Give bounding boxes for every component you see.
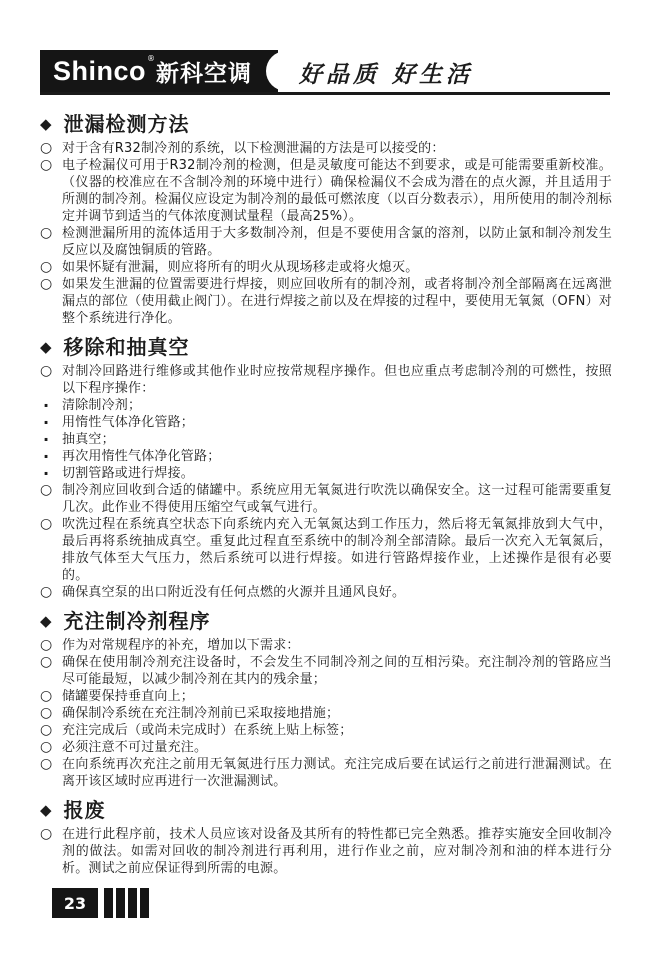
section-title-text: 报废 bbox=[63, 798, 106, 822]
section-title bbox=[40, 112, 612, 136]
section-title bbox=[40, 609, 612, 633]
list-item-text: 如果发生泄漏的位置需要进行焊接，则应回收所有的制冷剂，或者将制冷剂全部隔离在远离泄漏点的部位（使用截止阀门）。在进行焊接之前以及在焊接的过程中，要使用无氧氮（OFN）对整个系统进行净化。 bbox=[62, 277, 612, 326]
circle-bullet-icon: ○ bbox=[40, 756, 53, 772]
circle-bullet-icon: ○ bbox=[40, 739, 53, 755]
list-item-text: 如果怀疑有泄漏，则应将所有的明火从现场移走或将火熄灭。 bbox=[62, 260, 419, 275]
list-item-text: 吹洗过程在系统真空状态下向系统内充入无氧氮达到工作压力，然后将无氧氮排放到大气中，最后再将系统抽成真空。重复此过程直至系统中的制冷剂全部清除。最后一次充入无氧氮后，排放气体至大气压力，然后系统可以进行焊接。如进行管路焊接作业，上述操作是很有必要的。 bbox=[62, 517, 612, 583]
list-item-text: 检测泄漏所用的流体适用于大多数制冷剂，但是不要使用含氯的溶剂，以防止氯和制冷剂发生反应以及腐蚀铜质的管路。 bbox=[62, 226, 612, 258]
brand-logo-bar bbox=[40, 50, 278, 92]
list-item bbox=[40, 397, 612, 414]
list-item-text: 在进行此程序前，技术人员应该对设备及其所有的特性都已完全熟悉。推荐实施安全回收制冷剂的做法。如需对回收的制冷剂进行再利用，进行作业之前，应对制冷剂和油的样本进行分析。测试之前应保证得到所需的电源。 bbox=[62, 827, 612, 876]
list-item-text: 再次用惰性气体净化管路； bbox=[62, 449, 221, 464]
brand-logo-cn-text: 新科空调 bbox=[156, 60, 253, 87]
document-body bbox=[40, 104, 612, 877]
list-item bbox=[40, 414, 612, 431]
list-item-text: 用惰性气体净化管路； bbox=[62, 415, 195, 430]
section-title-text: 充注制冷剂程序 bbox=[63, 609, 211, 633]
circle-bullet-icon: ○ bbox=[40, 482, 53, 498]
list-item-text: 必须注意不可过量充注。 bbox=[62, 740, 208, 755]
list-item-text: 确保在使用制冷剂充注设备时，不会发生不同制冷剂之间的互相污染。充注制冷剂的管路应当尽可能最短，以减少制冷剂在其内的残余量； bbox=[62, 655, 612, 687]
dot-bullet-icon: · bbox=[43, 447, 50, 466]
circle-bullet-icon: ○ bbox=[40, 157, 53, 173]
header-divider bbox=[40, 92, 610, 95]
list-item-text: 确保真空泵的出口附近没有任何点燃的火源并且通风良好。 bbox=[62, 585, 406, 600]
diamond-bullet-icon: ◆ bbox=[40, 801, 52, 819]
circle-bullet-icon: ○ bbox=[40, 688, 53, 704]
circle-bullet-icon: ○ bbox=[40, 637, 53, 653]
list-item bbox=[40, 140, 612, 157]
list-item-text: 电子检漏仪可用于R32制冷剂的检测，但是灵敏度可能达不到要求，或是可能需要重新校准。（仪器的校准应在不含制冷剂的环境中进行）确保检漏仪不会成为潜在的点火源，并且适用于所测的制冷剂。检漏仪应设定为制冷剂的最低可燃浓度（以百分数表示），用所使用的制冷剂标定并调节到适当的气体浓度测试量程（最高25%）。 bbox=[62, 158, 612, 224]
footer-bar-decoration bbox=[116, 888, 125, 918]
circle-bullet-icon: ○ bbox=[40, 654, 53, 670]
diamond-bullet-icon: ◆ bbox=[40, 338, 52, 356]
list-item bbox=[40, 276, 612, 327]
footer-bar-decoration bbox=[128, 888, 137, 918]
list-item bbox=[40, 688, 612, 705]
list-item-text: 确保制冷系统在充注制冷剂前已采取接地措施； bbox=[62, 706, 340, 721]
list-item bbox=[40, 516, 612, 584]
list-item bbox=[40, 739, 612, 756]
dot-bullet-icon: · bbox=[43, 464, 50, 483]
section-removal-evacuation bbox=[40, 335, 612, 601]
list-item bbox=[40, 826, 612, 877]
list-item-text: 抽真空； bbox=[62, 432, 115, 447]
list-item bbox=[40, 448, 612, 465]
diamond-bullet-icon: ◆ bbox=[40, 115, 52, 133]
circle-bullet-icon: ○ bbox=[40, 225, 53, 241]
list-item bbox=[40, 225, 612, 259]
list-item bbox=[40, 431, 612, 448]
footer-bar-decoration bbox=[104, 888, 113, 918]
circle-bullet-icon: ○ bbox=[40, 826, 53, 842]
section-leak-detection bbox=[40, 112, 612, 327]
section-title-text: 移除和抽真空 bbox=[63, 335, 190, 359]
list-item-text: 在向系统再次充注之前用无氧氮进行压力测试。充注完成后要在试运行之前进行泄漏测试。在离开该区域时应再进行一次泄漏测试。 bbox=[62, 757, 612, 789]
list-item-text: 清除制冷剂； bbox=[62, 398, 142, 413]
section-title bbox=[40, 335, 612, 359]
brand-logo-text: Shinco bbox=[53, 55, 147, 86]
dot-bullet-icon: · bbox=[43, 413, 50, 432]
list-item bbox=[40, 259, 612, 276]
dot-bullet-icon: · bbox=[43, 430, 50, 449]
circle-bullet-icon: ○ bbox=[40, 276, 53, 292]
list-item bbox=[40, 637, 612, 654]
list-item-text: 对制冷回路进行维修或其他作业时应按常规程序操作。但也应重点考虑制冷剂的可燃性，按照以下程序操作： bbox=[62, 364, 612, 396]
list-item-text: 储罐要保持垂直向上； bbox=[62, 689, 195, 704]
page-footer bbox=[52, 888, 152, 918]
list-item-text: 充注完成后（或尚未完成时）在系统上贴上标签； bbox=[62, 723, 353, 738]
circle-bullet-icon: ○ bbox=[40, 584, 53, 600]
section-title bbox=[40, 798, 612, 822]
footer-bar-decoration bbox=[140, 888, 149, 918]
circle-bullet-icon: ○ bbox=[40, 140, 53, 156]
circle-bullet-icon: ○ bbox=[40, 705, 53, 721]
list-item bbox=[40, 654, 612, 688]
list-item bbox=[40, 363, 612, 397]
registered-trademark-icon: ® bbox=[147, 54, 156, 63]
diamond-bullet-icon: ◆ bbox=[40, 612, 52, 630]
section-decommissioning bbox=[40, 798, 612, 877]
list-item bbox=[40, 722, 612, 739]
list-item bbox=[40, 465, 612, 482]
circle-bullet-icon: ○ bbox=[40, 516, 53, 532]
list-item bbox=[40, 157, 612, 225]
list-item-text: 作为对常规程序的补充，增加以下需求： bbox=[62, 638, 300, 653]
list-item-text: 对于含有R32制冷剂的系统，以下检测泄漏的方法是可以接受的： bbox=[62, 141, 445, 156]
list-item bbox=[40, 584, 612, 601]
circle-bullet-icon: ○ bbox=[40, 363, 53, 379]
circle-bullet-icon: ○ bbox=[40, 722, 53, 738]
dot-bullet-icon: · bbox=[43, 396, 50, 415]
list-item bbox=[40, 482, 612, 516]
list-item-text: 切割管路或进行焊接。 bbox=[62, 466, 195, 481]
list-item bbox=[40, 705, 612, 722]
list-item bbox=[40, 756, 612, 790]
brand-slogan: 好品质 好生活 bbox=[299, 61, 474, 88]
list-item-text: 制冷剂应回收到合适的储罐中。系统应用无氧氮进行吹洗以确保安全。这一过程可能需要重复几次。此作业不得使用压缩空气或氧气进行。 bbox=[62, 483, 612, 515]
page-number-badge bbox=[52, 888, 98, 918]
section-charging-procedure bbox=[40, 609, 612, 790]
circle-bullet-icon: ○ bbox=[40, 259, 53, 275]
page-number: 23 bbox=[63, 893, 87, 913]
section-title-text: 泄漏检测方法 bbox=[63, 112, 190, 136]
